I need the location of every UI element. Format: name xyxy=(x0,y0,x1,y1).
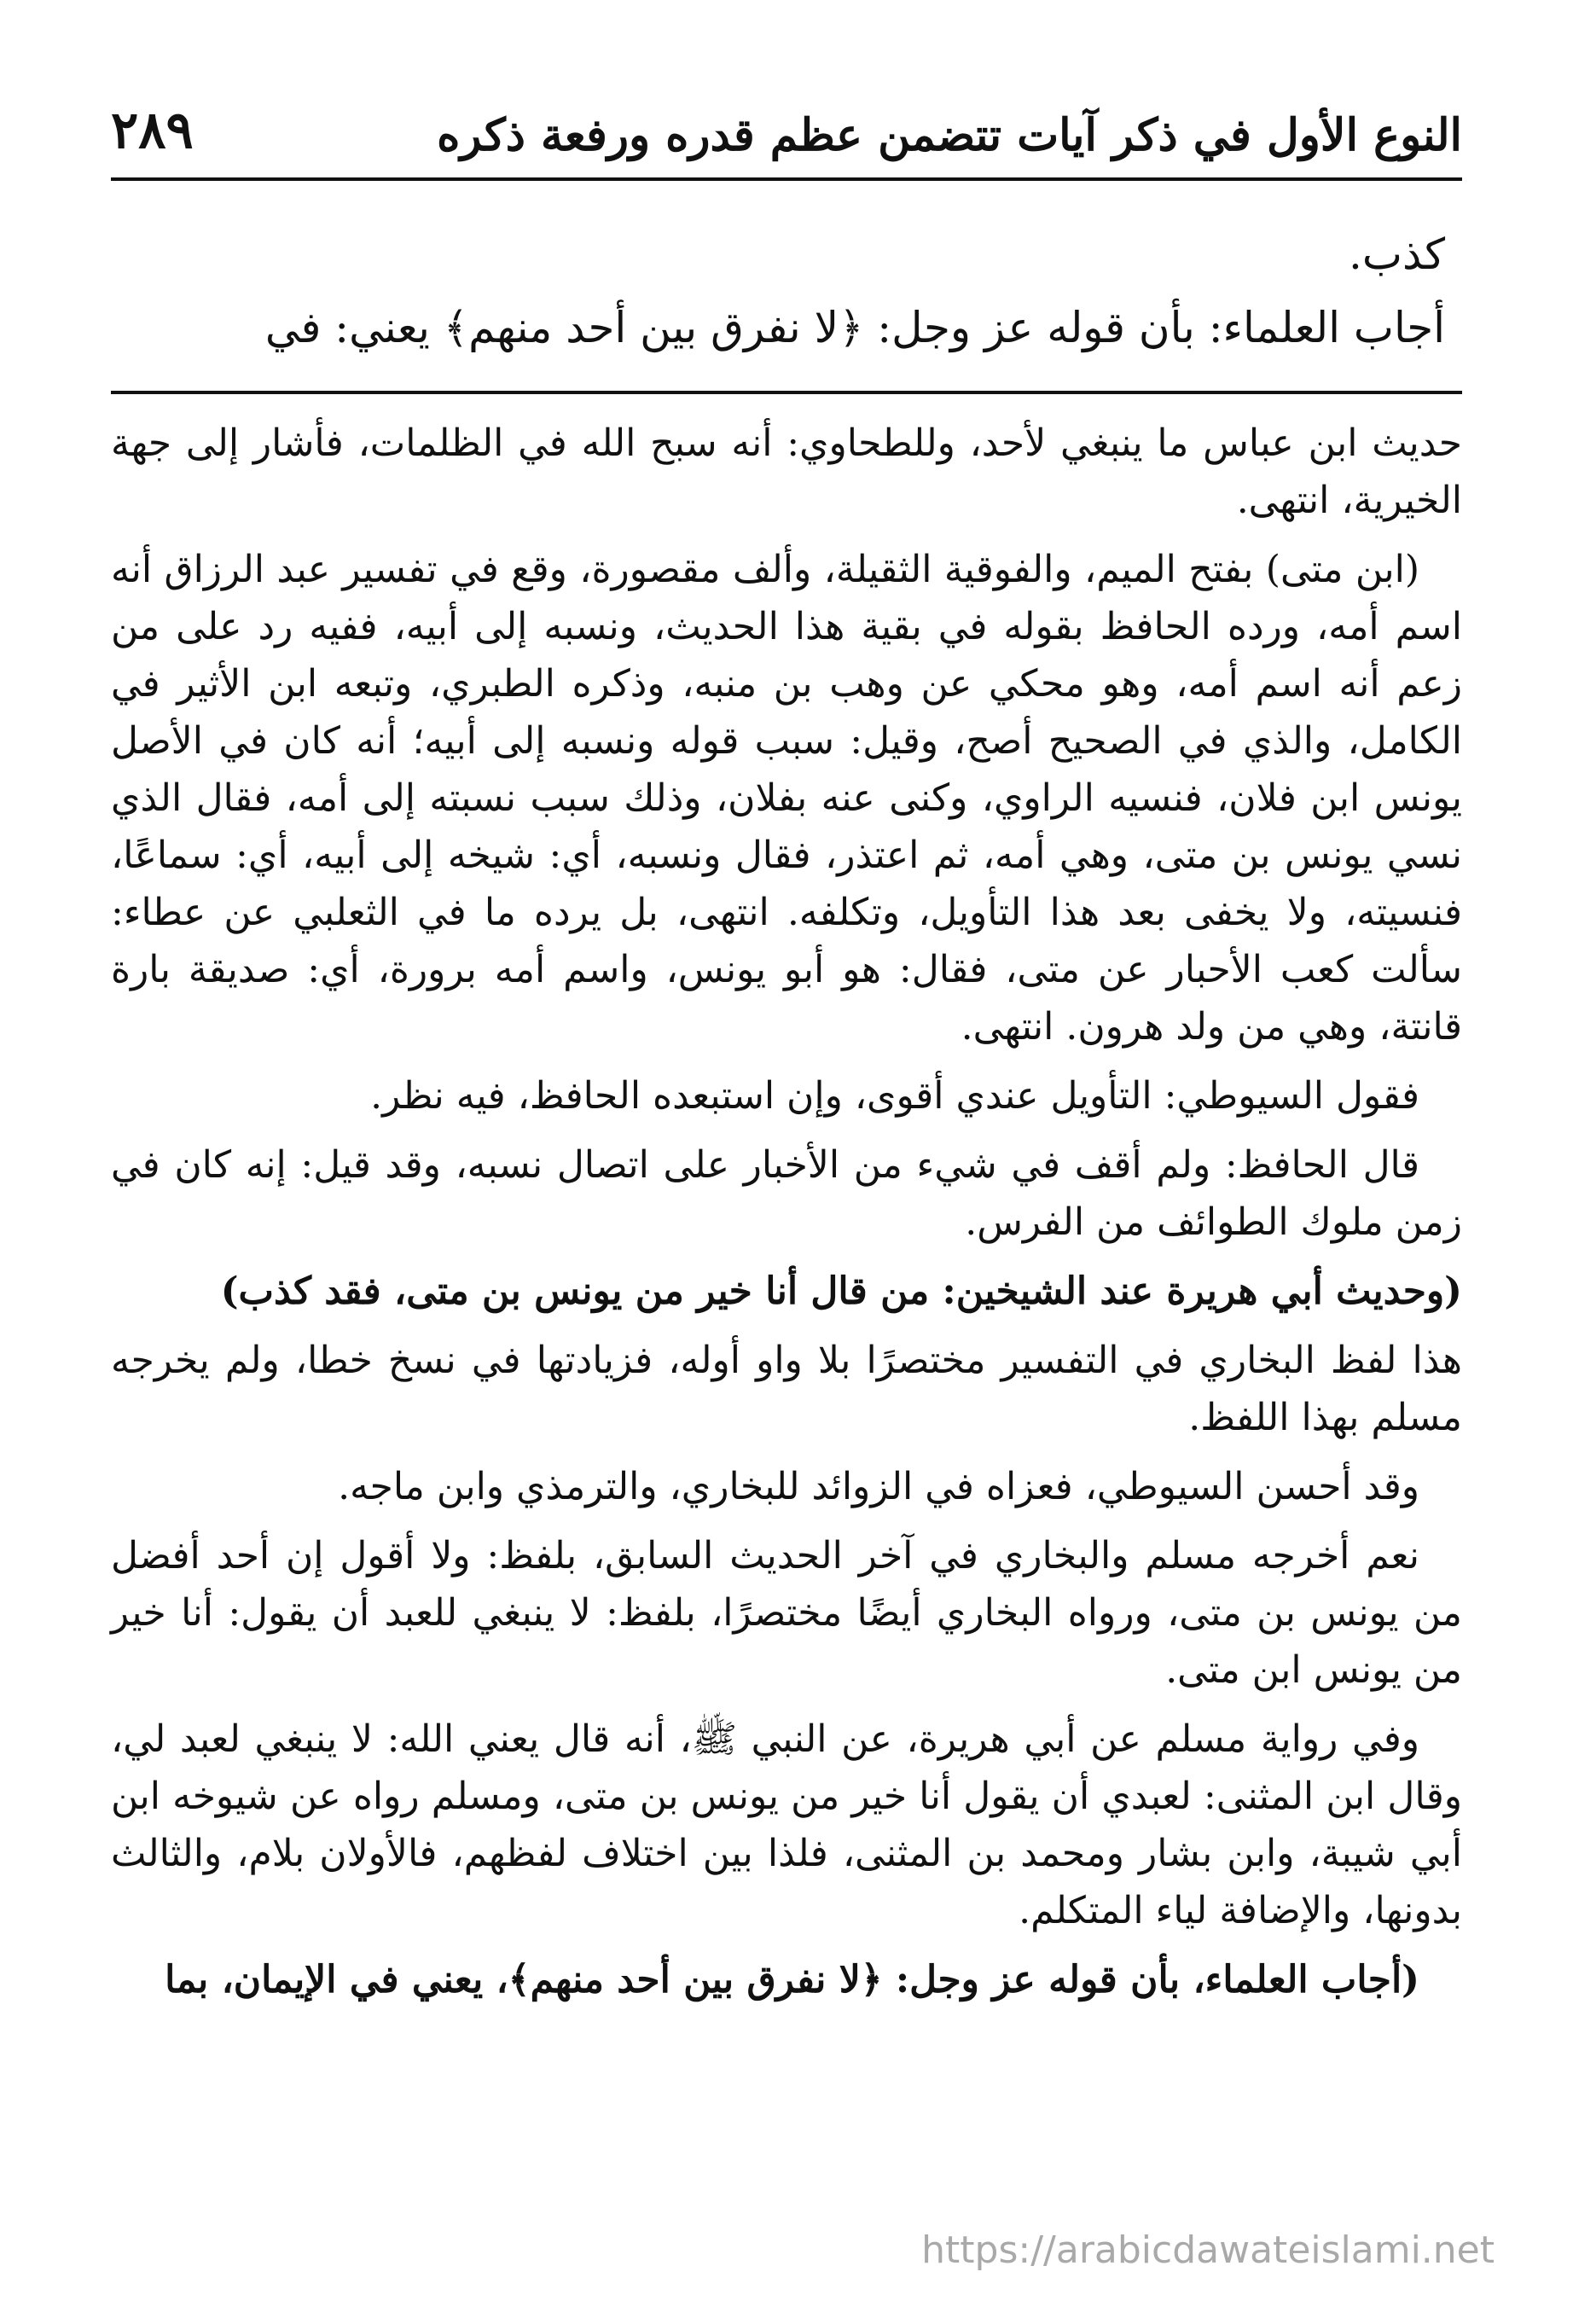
matn-separator-rule xyxy=(111,391,1462,394)
commentary-paragraph: (أجاب العلماء، بأن قوله عز وجل: ﴿لا نفرق بين أحد منهم﴾، يعني في الإيمان، بما xyxy=(165,1958,1419,2002)
matn-line: كذب. xyxy=(1348,229,1445,279)
commentary-paragraph: وفي رواية مسلم عن أبي هريرة، عن النبي ﷺ، أنه قال يعني الله: لا ينبغي لعبد لي، وقال ابن المثنى: لعبدي أن يقول أنا خير من يونس بن متى، ومسلم رواه عن شيوخه ابن أبي شيبة، وابن بشار ومحمد بن المثنى، فلذا بين اختلاف لفظهم، فالأولان بلام، والثالث بدونها، والإضافة لياء المتكلم. xyxy=(111,1717,1462,1932)
commentary-paragraph: فقول السيوطي: التأويل عندي أقوى، وإن استبعده الحافظ، فيه نظر. xyxy=(370,1074,1419,1118)
commentary-paragraph: (وحديث أبي هريرة عند الشيخين: من قال أنا خير من يونس بن متى، فقد كذب) xyxy=(220,1269,1462,1313)
commentary-paragraph: حديث ابن عباس ما ينبغي لأحد، وللطحاوي: أنه سبح الله في الظلمات، فأشار إلى جهة الخيرية، انتهى. xyxy=(111,421,1462,522)
commentary-paragraph: وقد أحسن السيوطي، فعزاه في الزوائد للبخاري، والترمذي وابن ماجه. xyxy=(338,1465,1419,1508)
commentary-paragraph: هذا لفظ البخاري في التفسير مختصرًا بلا واو أوله، فزيادتها في نسخ خطا، ولم يخرجه مسلم بهذا اللفظ. xyxy=(111,1339,1462,1439)
commentary-paragraph: قال الحافظ: ولم أقف في شيء من الأخبار على اتصال نسبه، وقد قيل: إنه كان في زمن ملوك الطوائف من الفرس. xyxy=(111,1143,1462,1244)
watermark-url: https://arabicdawateislami.net xyxy=(921,2228,1495,2272)
commentary-paragraph: (ابن متى) بفتح الميم، والفوقية الثقيلة، وألف مقصورة، وقع في تفسير عبد الرزاق أنه اسم أمه، ورده الحافظ بقوله في بقية هذا الحديث، ونسبه إلى أبيه، ففيه رد على من زعم أنه اسم أمه، وهو محكي عن وهب بن منبه، وذكره الطبري، وتبعه ابن الأثير في الكامل، والذي في الصحيح أصح، وقيل: سبب قوله ونسبه إلى أبيه؛ أنه كان في الأصل يونس ابن فلان، فنسيه الراوي، وكنى عنه بفلان، وذلك سبب نسبته إلى أمه، فقال الذي نسي يونس بن متى، وهي أمه، ثم اعتذر، فقال ونسبه، أي: شيخه إلى أبيه، أي: سماعًا، فنسيته، ولا يخفى بعد هذا التأويل، وتكلفه. انتهى، بل يرده ما في الثعلبي عن عطاء: سألت كعب الأحبار عن متى، فقال: هو أبو يونس، واسم أمه برورة، أي: صديقة بارة قانتة، وهي من ولد هرون. انتهى. xyxy=(111,548,1462,1049)
header-rule xyxy=(111,177,1462,181)
page-number: ٢٨٩ xyxy=(111,101,194,160)
matn-line: أجاب العلماء: بأن قوله عز وجل: ﴿لا نفرق بين أحد منهم﴾ يعني: في xyxy=(264,303,1445,352)
commentary-body xyxy=(111,415,1462,2020)
commentary-paragraph: نعم أخرجه مسلم والبخاري في آخر الحديث السابق، بلفظ: ولا أقول إن أحد أفضل من يونس بن متى، ورواه البخاري أيضًا مختصرًا، بلفظ: لا ينبغي للعبد أن يقول: أنا خير من يونس ابن متى. xyxy=(111,1534,1462,1692)
page-header xyxy=(111,101,1462,169)
running-title: النوع الأول في ذكر آيات تتضمن عظم قدره ورفعة ذكره xyxy=(437,109,1462,161)
